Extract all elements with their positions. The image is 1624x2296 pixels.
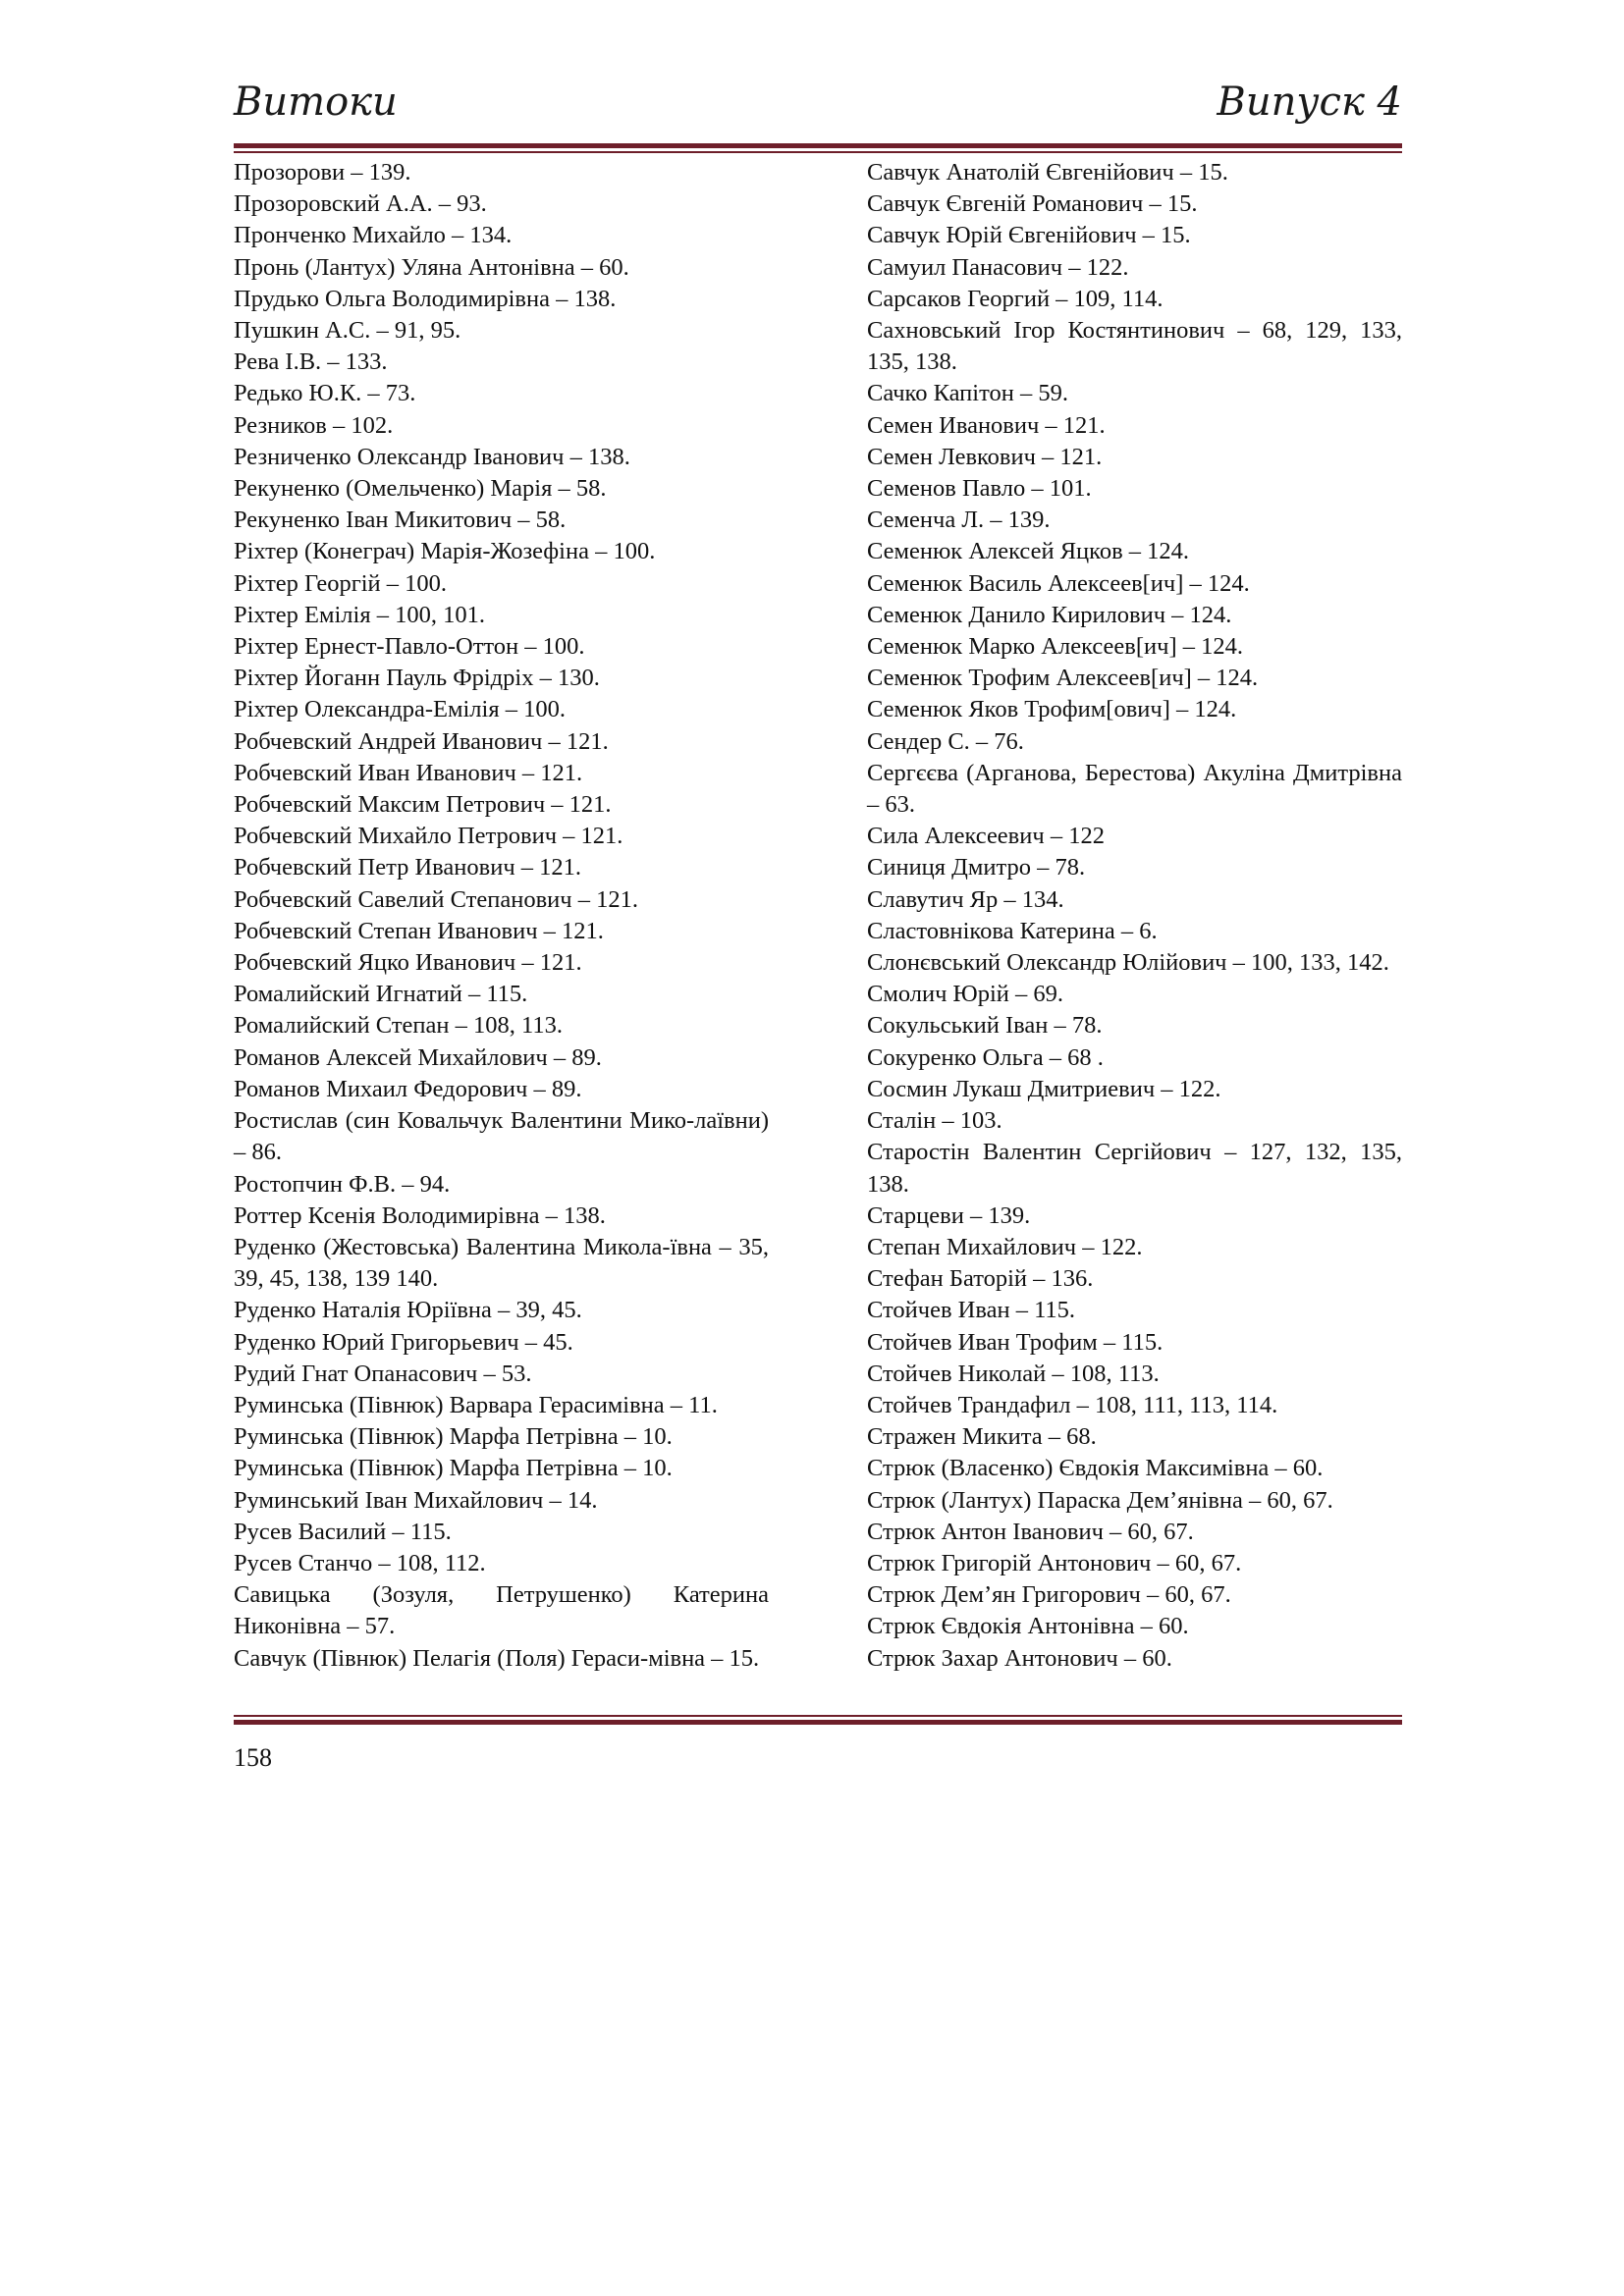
index-entry: Сластовнікова Катерина – 6. bbox=[867, 917, 1158, 944]
index-entry: Семен Иванович – 121. bbox=[867, 411, 1106, 439]
index-entry: Руминський Іван Михайлович – 14. bbox=[234, 1486, 598, 1514]
index-entry: Савчук Євгеній Романович – 15. bbox=[867, 190, 1198, 218]
index-entry: Семенюк Данило Кирилович – 124. bbox=[867, 601, 1232, 628]
index-entry: Савчук Юрій Євгенійович – 15. bbox=[867, 222, 1191, 249]
index-entry: Семенюк Трофим Алексеев[ич] – 124. bbox=[867, 665, 1259, 692]
index-entry: Ріхтер Емілія – 100, 101. bbox=[234, 601, 485, 628]
index-entry: Стрюк Дем’ян Григорович – 60, 67. bbox=[867, 1581, 1231, 1609]
index-entry: Старостін Валентин Сергійович – 127, 132, 135, 138. bbox=[867, 1139, 1402, 1198]
index-right-column bbox=[867, 157, 1402, 1675]
index-entry: Стойчев Трандафил – 108, 111, 113, 114. bbox=[867, 1391, 1278, 1418]
index-entry: Прозорови – 139. bbox=[234, 159, 411, 186]
index-entry: Сосмин Лукаш Дмитриевич – 122. bbox=[867, 1075, 1221, 1102]
index-entry: Пушкин А.С. – 91, 95. bbox=[234, 317, 461, 345]
index-entry: Савицька (Зозуля, Петрушенко) Катерина Никонівна – 57. bbox=[234, 1581, 769, 1640]
index-entry: Ростислав (син Ковальчук Валентини Мико-лаївни) – 86. bbox=[234, 1107, 769, 1166]
index-entry: Робчевский Савелий Степанович – 121. bbox=[234, 885, 638, 913]
index-entry: Робчевский Андрей Иванович – 121. bbox=[234, 727, 609, 755]
index-entry: Резников – 102. bbox=[234, 411, 394, 439]
index-left-column bbox=[234, 157, 769, 1675]
index-entry: Резниченко Олександр Іванович – 138. bbox=[234, 443, 630, 470]
index-entry: Ріхтер (Конеграч) Марія-Жозефіна – 100. bbox=[234, 538, 656, 565]
index-entry: Слонєвський Олександр Юлійович – 100, 133, 142. bbox=[867, 949, 1389, 977]
index-entry: Руденко Юрий Григорьевич – 45. bbox=[234, 1328, 573, 1356]
index-entry: Савчук Анатолій Євгенійович – 15. bbox=[867, 159, 1228, 186]
index-entry: Романов Алексей Михайлович – 89. bbox=[234, 1043, 602, 1071]
index-entry: Сендер С. – 76. bbox=[867, 727, 1024, 755]
index-entry: Сахновський Ігор Костянтинович – 68, 129, 133, 135, 138. bbox=[867, 317, 1402, 376]
index-entry: Прудько Ольга Володимирівна – 138. bbox=[234, 285, 617, 312]
index-entry: Робчевский Яцко Иванович – 121. bbox=[234, 949, 582, 977]
index-entry: Семенюк Яков Трофим[ович] – 124. bbox=[867, 696, 1237, 723]
index-entry: Сергєєва (Арганова, Берестова) Акуліна Дмитрівна – 63. bbox=[867, 759, 1402, 819]
index-entry: Пронченко Михайло – 134. bbox=[234, 222, 513, 249]
index-entry: Стрюк Григорій Антонович – 60, 67. bbox=[867, 1549, 1242, 1576]
issue-label: Випуск 4 bbox=[1217, 80, 1402, 125]
page-number: 158 bbox=[234, 1743, 272, 1772]
index-entry: Робчевский Михайло Петрович – 121. bbox=[234, 823, 623, 850]
index-entry: Пронь (Лантух) Уляна Антонівна – 60. bbox=[234, 253, 629, 281]
index-entry: Семенюк Алексей Яцков – 124. bbox=[867, 538, 1190, 565]
index-entry: Самуил Панасович – 122. bbox=[867, 253, 1129, 281]
index-entry: Руденко (Жестовська) Валентина Микола-ївна – 35, 39, 45, 138, 139 140. bbox=[234, 1233, 769, 1293]
index-entry: Робчевский Петр Иванович – 121. bbox=[234, 854, 582, 881]
index-entry: Робчевский Иван Иванович – 121. bbox=[234, 759, 583, 786]
index-entry: Русев Станчо – 108, 112. bbox=[234, 1549, 486, 1576]
index-entry: Сарсаков Георгий – 109, 114. bbox=[867, 285, 1164, 312]
index-entry: Сила Алексеевич – 122 bbox=[867, 823, 1105, 850]
index-entry: Руминська (Півнюк) Марфа Петрівна – 10. bbox=[234, 1423, 673, 1451]
index-entry: Русев Василий – 115. bbox=[234, 1518, 452, 1545]
index-entry: Робчевский Степан Иванович – 121. bbox=[234, 917, 604, 944]
index-entry: Стефан Баторій – 136. bbox=[867, 1265, 1094, 1293]
index-entry: Синиця Дмитро – 78. bbox=[867, 854, 1086, 881]
index-entry: Стрюк Антон Іванович – 60, 67. bbox=[867, 1518, 1194, 1545]
index-entry: Смолич Юрій – 69. bbox=[867, 981, 1064, 1008]
footer-rule bbox=[234, 1715, 1402, 1725]
index-entry: Семен Левкович – 121. bbox=[867, 443, 1103, 470]
index-entry: Стрюк Захар Антонович – 60. bbox=[867, 1644, 1172, 1672]
index-entry: Рудий Гнат Опанасович – 53. bbox=[234, 1360, 532, 1387]
index-entry: Роттер Ксенія Володимирівна – 138. bbox=[234, 1201, 606, 1229]
index-entry: Ріхтер Олександра-Емілія – 100. bbox=[234, 696, 566, 723]
index-entry: Рекуненко Іван Микитович – 58. bbox=[234, 507, 567, 534]
index-entry: Сталін – 103. bbox=[867, 1107, 1002, 1135]
index-entry: Сачко Капітон – 59. bbox=[867, 380, 1068, 407]
index-entry: Семенюк Василь Алексеев[ич] – 124. bbox=[867, 569, 1250, 597]
index-entry: Стрюк (Власенко) Євдокія Максимівна – 60. bbox=[867, 1455, 1324, 1482]
index-entry: Старцеви – 139. bbox=[867, 1201, 1031, 1229]
index-entry: Семенюк Марко Алексеев[ич] – 124. bbox=[867, 633, 1243, 661]
index-entry: Ріхтер Георгій – 100. bbox=[234, 569, 448, 597]
index-entry: Стойчев Николай – 108, 113. bbox=[867, 1360, 1160, 1387]
index-entry: Ріхтер Ернест-Павло-Оттон – 100. bbox=[234, 633, 585, 661]
index-entry: Стрюк (Лантух) Параска Дем’янівна – 60, 67. bbox=[867, 1486, 1333, 1514]
index-entry: Савчук (Півнюк) Пелагія (Поля) Гераси-мівна – 15. bbox=[234, 1644, 760, 1672]
index-entry: Ромалийский Игнатий – 115. bbox=[234, 981, 528, 1008]
index-entry: Сокуренко Ольга – 68 . bbox=[867, 1043, 1104, 1071]
index-entry: Робчевский Максим Петрович – 121. bbox=[234, 791, 612, 819]
index-entry: Стражен Микита – 68. bbox=[867, 1423, 1097, 1451]
journal-title: Витоки bbox=[234, 80, 398, 125]
index-entry: Романов Михаил Федорович – 89. bbox=[234, 1075, 582, 1102]
index-entry: Рева І.В. – 133. bbox=[234, 348, 388, 376]
index-entry: Славутич Яр – 134. bbox=[867, 885, 1064, 913]
index-entry: Рекуненко (Омельченко) Марія – 58. bbox=[234, 475, 607, 503]
index-columns bbox=[234, 157, 1402, 1708]
index-entry: Стрюк Євдокія Антонівна – 60. bbox=[867, 1613, 1189, 1640]
index-entry: Ріхтер Йоганн Пауль Фрідріх – 130. bbox=[234, 665, 600, 692]
running-header bbox=[234, 75, 1402, 130]
index-entry: Семенов Павло – 101. bbox=[867, 475, 1092, 503]
index-entry: Ромалийский Степан – 108, 113. bbox=[234, 1012, 563, 1040]
index-entry: Семенча Л. – 139. bbox=[867, 507, 1051, 534]
index-entry: Руденко Наталія Юріївна – 39, 45. bbox=[234, 1297, 582, 1324]
index-entry: Руминська (Півнюк) Варвара Герасимівна – 11. bbox=[234, 1391, 718, 1418]
index-entry: Прозоровский А.А. – 93. bbox=[234, 190, 487, 218]
index-entry: Стойчев Иван – 115. bbox=[867, 1297, 1076, 1324]
header-rule bbox=[234, 143, 1402, 153]
index-entry: Стойчев Иван Трофим – 115. bbox=[867, 1328, 1164, 1356]
index-entry: Редько Ю.К. – 73. bbox=[234, 380, 416, 407]
index-entry: Сокульський Іван – 78. bbox=[867, 1012, 1103, 1040]
index-entry: Степан Михайлович – 122. bbox=[867, 1233, 1143, 1260]
index-entry: Руминська (Півнюк) Марфа Петрівна – 10. bbox=[234, 1455, 673, 1482]
index-entry: Ростопчин Ф.В. – 94. bbox=[234, 1170, 451, 1198]
